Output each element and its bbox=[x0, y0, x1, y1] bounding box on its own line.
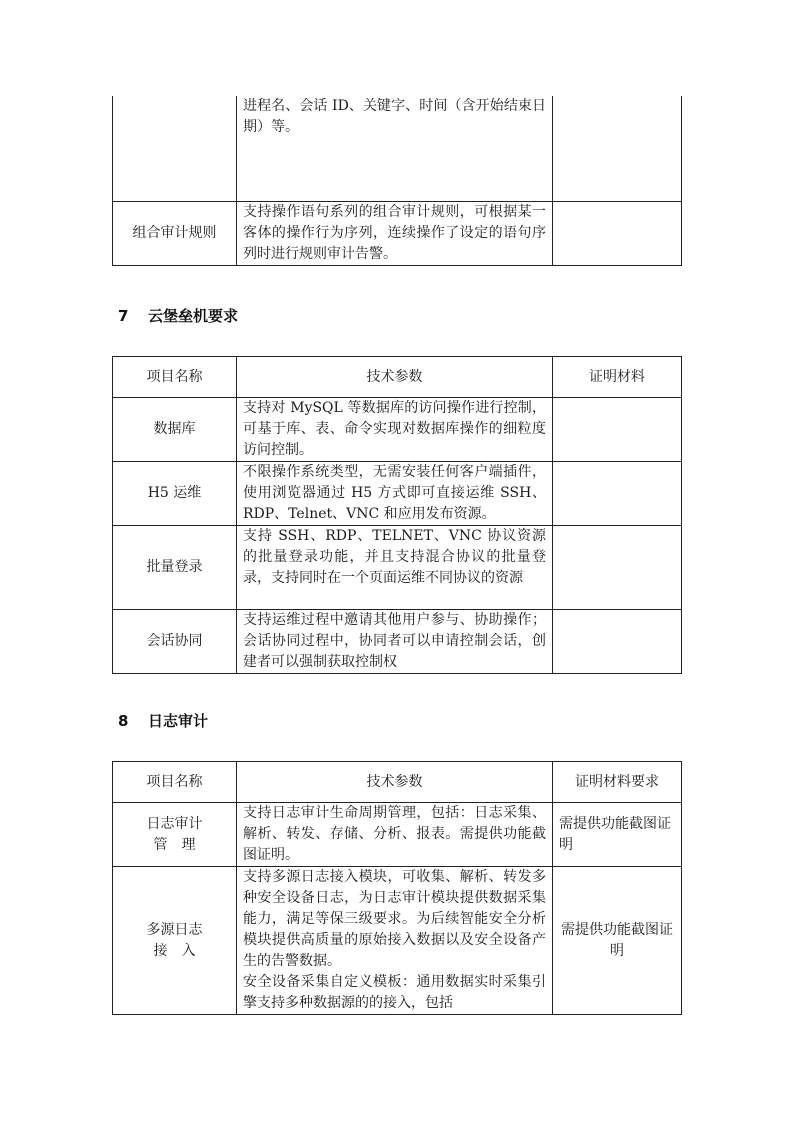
cell-param: 支持操作语句系列的组合审计规则，可根据某一客体的操作行为序列，连续操作了设定的语句序列时进行规则审计告警。 bbox=[237, 201, 553, 265]
section-title: 云堡垒机要求 bbox=[148, 307, 239, 325]
cell-param: 支持 SSH、RDP、TELNET、VNC 协议资源的批量登录功能，并且支持混合协议的批量登录，支持同时在一个页面运维不同协议的资源 bbox=[237, 526, 553, 610]
header-name: 项目名称 bbox=[113, 762, 237, 803]
cell-param-paragraph: 支持多源日志接入模块，可收集、解析、转发多种安全设备日志，为日志审计模块提供数据采集能力，满足等保三级要求。为后续智能安全分析模块提供高质量的原始接入数据以及安全设备产生的告警数据。 bbox=[243, 869, 546, 969]
cell-param: 支持日志审计生命周期管理，包括：日志采集、解析、转发、存储、分析、报表。需提供功能截图证明。 bbox=[237, 803, 553, 867]
cell-param: 支持运维过程中邀请其他用户参与、协助操作；会话协同过程中，协同者可以申请控制会话，创建者可以强制获取控制权 bbox=[237, 610, 553, 674]
header-name: 项目名称 bbox=[113, 357, 237, 398]
cell-name: 组合审计规则 bbox=[113, 201, 237, 265]
header-param: 技术参数 bbox=[237, 357, 553, 398]
table-row bbox=[113, 526, 682, 610]
table-row bbox=[113, 610, 682, 674]
cell-name: 批量登录 bbox=[113, 526, 237, 610]
cell-name bbox=[113, 96, 237, 201]
cell-name: H5 运维 bbox=[113, 462, 237, 526]
cell-proof bbox=[553, 526, 682, 610]
cell-name-line: 日志审计 bbox=[146, 815, 203, 832]
section-heading-7 bbox=[118, 305, 238, 326]
table-header-row bbox=[113, 357, 682, 398]
cell-param: 进程名、会话 ID、关键字、时间（含开始结束日期）等。 bbox=[237, 96, 553, 201]
cell-proof bbox=[553, 398, 682, 462]
section-heading-8 bbox=[118, 710, 208, 731]
cell-proof: 需提供功能截图证明 bbox=[553, 803, 682, 867]
table-bastion-host bbox=[112, 356, 682, 674]
table-continued bbox=[112, 96, 682, 266]
cell-param-paragraph: 安全设备采集自定义模板：通用数据实时采集引擎支持多种数据源的的接入，包括 bbox=[243, 974, 546, 1011]
cell-proof bbox=[553, 201, 682, 265]
cell-name: 数据库 bbox=[113, 398, 237, 462]
header-proof: 证明材料 bbox=[553, 357, 682, 398]
cell-name-line: 管 理 bbox=[153, 836, 196, 853]
header-param: 技术参数 bbox=[237, 762, 553, 803]
cell-name bbox=[113, 803, 237, 867]
table-row bbox=[113, 867, 682, 1015]
cell-proof: 需提供功能截图证明 bbox=[553, 867, 682, 1015]
cell-param: 支持对 MySQL 等数据库的访问操作进行控制，可基于库、表、命令实现对数据库操作的细粒度访问控制。 bbox=[237, 398, 553, 462]
table-row bbox=[113, 803, 682, 867]
section-number: 8 bbox=[118, 712, 129, 730]
header-proof: 证明材料要求 bbox=[553, 762, 682, 803]
cell-proof bbox=[553, 96, 682, 201]
cell-name bbox=[113, 867, 237, 1015]
cell-proof bbox=[553, 610, 682, 674]
cell-name: 会话协同 bbox=[113, 610, 237, 674]
cell-proof bbox=[553, 462, 682, 526]
cell-name-line: 多源日志 bbox=[146, 921, 203, 938]
table-log-audit bbox=[112, 761, 682, 1015]
section-number: 7 bbox=[118, 307, 129, 325]
table-header-row bbox=[113, 762, 682, 803]
table-row bbox=[113, 398, 682, 462]
table-row bbox=[113, 96, 682, 201]
table-row bbox=[113, 462, 682, 526]
cell-name-line: 接 入 bbox=[153, 942, 196, 959]
cell-param bbox=[237, 867, 553, 1015]
cell-param: 不限操作系统类型，无需安装任何客户端插件，使用浏览器通过 H5 方式即可直接运维 SSH、RDP、Telnet、VNC 和应用发布资源。 bbox=[237, 462, 553, 526]
table-row bbox=[113, 201, 682, 265]
section-title: 日志审计 bbox=[148, 712, 209, 730]
